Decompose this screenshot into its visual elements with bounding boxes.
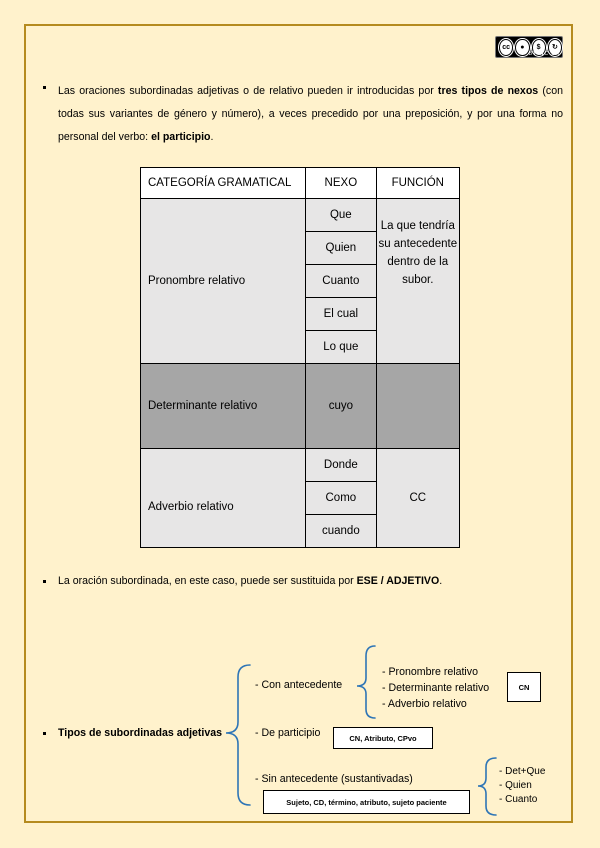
nexo-cell: Lo que: [306, 331, 376, 364]
nexo-cell: Como: [306, 482, 376, 515]
funcion-pronombre: La que tendría su antecedente dentro de la subor.: [376, 199, 459, 364]
sin-item-3: - Cuanto: [499, 794, 538, 805]
intro-bold-2: el participio: [151, 131, 211, 143]
participio-box: CN, Atributo, CPvo: [333, 727, 433, 749]
intro-bold-1: tres tipos de nexos: [437, 85, 539, 97]
header-nexo: NEXO: [306, 168, 376, 199]
intro-text-3: .: [210, 131, 214, 143]
intro-text-2: (con todas sus variantes de género y número), a veces precedido por una preposición, y por una forma no personal del verbo:: [58, 85, 563, 143]
category-pronombre: Pronombre relativo: [141, 199, 306, 364]
tipos-title: Tipos de subordinadas adjetivas: [58, 727, 223, 739]
sustitucion-text-1: La oración subordinada, en este caso, puede ser sustituida por: [58, 575, 357, 587]
intro-text-1: Las oraciones subordinadas adjetivas o de relativo pueden ir introducidas por: [58, 85, 438, 97]
noncommercial-icon: $: [532, 39, 546, 56]
sin-antecedente-label: - Sin antecedente (sustantivadas): [255, 773, 413, 785]
sustitucion-bold: ESE / ADJETIVO: [356, 575, 440, 587]
sustitucion-text-2: .: [439, 575, 443, 587]
nexo-cell: Donde: [306, 449, 376, 482]
con-item-2: - Determinante relativo: [382, 682, 490, 694]
cn-box: CN: [507, 672, 541, 702]
sin-antecedente-brace-icon: [478, 758, 496, 815]
nexo-cell: Que: [306, 199, 376, 232]
participio-label: - De participio: [255, 727, 321, 739]
category-adverbio: Adverbio relativo: [141, 449, 306, 548]
sin-item-1: - Det+Que: [499, 766, 546, 777]
license-labels: BY NC SA: [528, 51, 560, 57]
nexo-cell: Quien: [306, 232, 376, 265]
con-item-1: - Pronombre relativo: [382, 666, 478, 678]
con-antecedente-label: - Con antecedente: [255, 679, 343, 691]
nexo-cell: Cuanto: [306, 265, 376, 298]
attribution-icon: ●: [515, 39, 529, 56]
sin-antecedente-box: Sujeto, CD, término, atributo, sujeto paciente: [263, 790, 470, 814]
funcion-adverbio: CC: [376, 449, 459, 548]
header-categoria: CATEGORÍA GRAMATICAL: [141, 168, 306, 199]
sin-item-2: - Quien: [499, 780, 532, 791]
nexo-cell: cuando: [306, 515, 376, 548]
nexo-cell: El cual: [306, 298, 376, 331]
cc-icon: cc: [499, 39, 513, 56]
header-funcion: FUNCIÓN: [376, 168, 459, 199]
main-brace-icon: [226, 665, 250, 805]
nexo-cell: cuyo: [306, 364, 376, 449]
con-antecedente-brace-icon: [357, 646, 375, 718]
sharealike-icon: ↻: [548, 39, 562, 56]
con-item-3: - Adverbio relativo: [382, 698, 467, 710]
category-determinante: Determinante relativo: [141, 364, 306, 449]
